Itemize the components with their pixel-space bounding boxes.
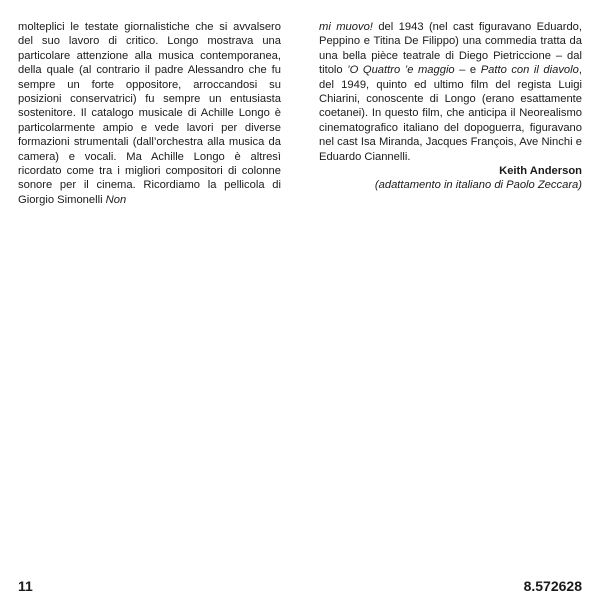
- film-title-2: Patto con il diavolo: [480, 64, 579, 77]
- film-title-end: mi muovo!: [319, 21, 373, 33]
- play-title: ’O Quattro ’e maggio: [347, 64, 455, 77]
- catalog-number: 8.572628: [523, 578, 582, 594]
- right-paragraph: [319, 20, 582, 164]
- left-paragraph: [18, 20, 281, 207]
- right-body-text-2: – e: [454, 64, 481, 77]
- right-text-column: [319, 20, 582, 193]
- left-body-text: molteplici le testate giornalistiche che si avvalsero del suo lavoro di critico. Longo mostrava una particolare attenzione alla musica contemporanea, della quale (al contrario il padre Alessandro che fu sempre un forte oppositore, arroccandosi su posizioni conservatrici) fu sempre un entusiasta sostenitore. Il catalogo musicale di Achille Longo è particolarmente ampio e vede lavori per diverse formazioni strumentali (dall’orchestra alla musica da camera) e vocali. Ma Achille Longo è altresì ricordato come tra i migliori compositori di colonne sonore per il cinema. Ricordiamo la pellicola di Giorgio Simonelli: [18, 21, 281, 206]
- author-credit: Keith Anderson: [499, 165, 582, 178]
- translator-credit: (adattamento in italiano di Paolo Zeccara): [374, 179, 582, 192]
- right-body-text-1: del 1943 (nel cast figuravano Eduardo, Peppino e Titina De Filippo) una commedia tratta da una bella pièce teatrale di Diego Pietriccione – dal titolo: [319, 21, 582, 77]
- right-body-text-3: , del 1949, quinto ed ultimo film del regista Luigi Chiarini, conoscente di Longo (erano esattamente coetanei). In questo film, che anticipa il Neorealismo cinematografico italiano del dopoguerra, figuravano nel cast Isa Miranda, Jacques François, Ave Ninchi e Eduardo Ciannelli.: [319, 64, 582, 163]
- page-number: 11: [18, 578, 33, 594]
- left-text-column: [18, 20, 281, 207]
- film-title-start: Non: [105, 193, 127, 206]
